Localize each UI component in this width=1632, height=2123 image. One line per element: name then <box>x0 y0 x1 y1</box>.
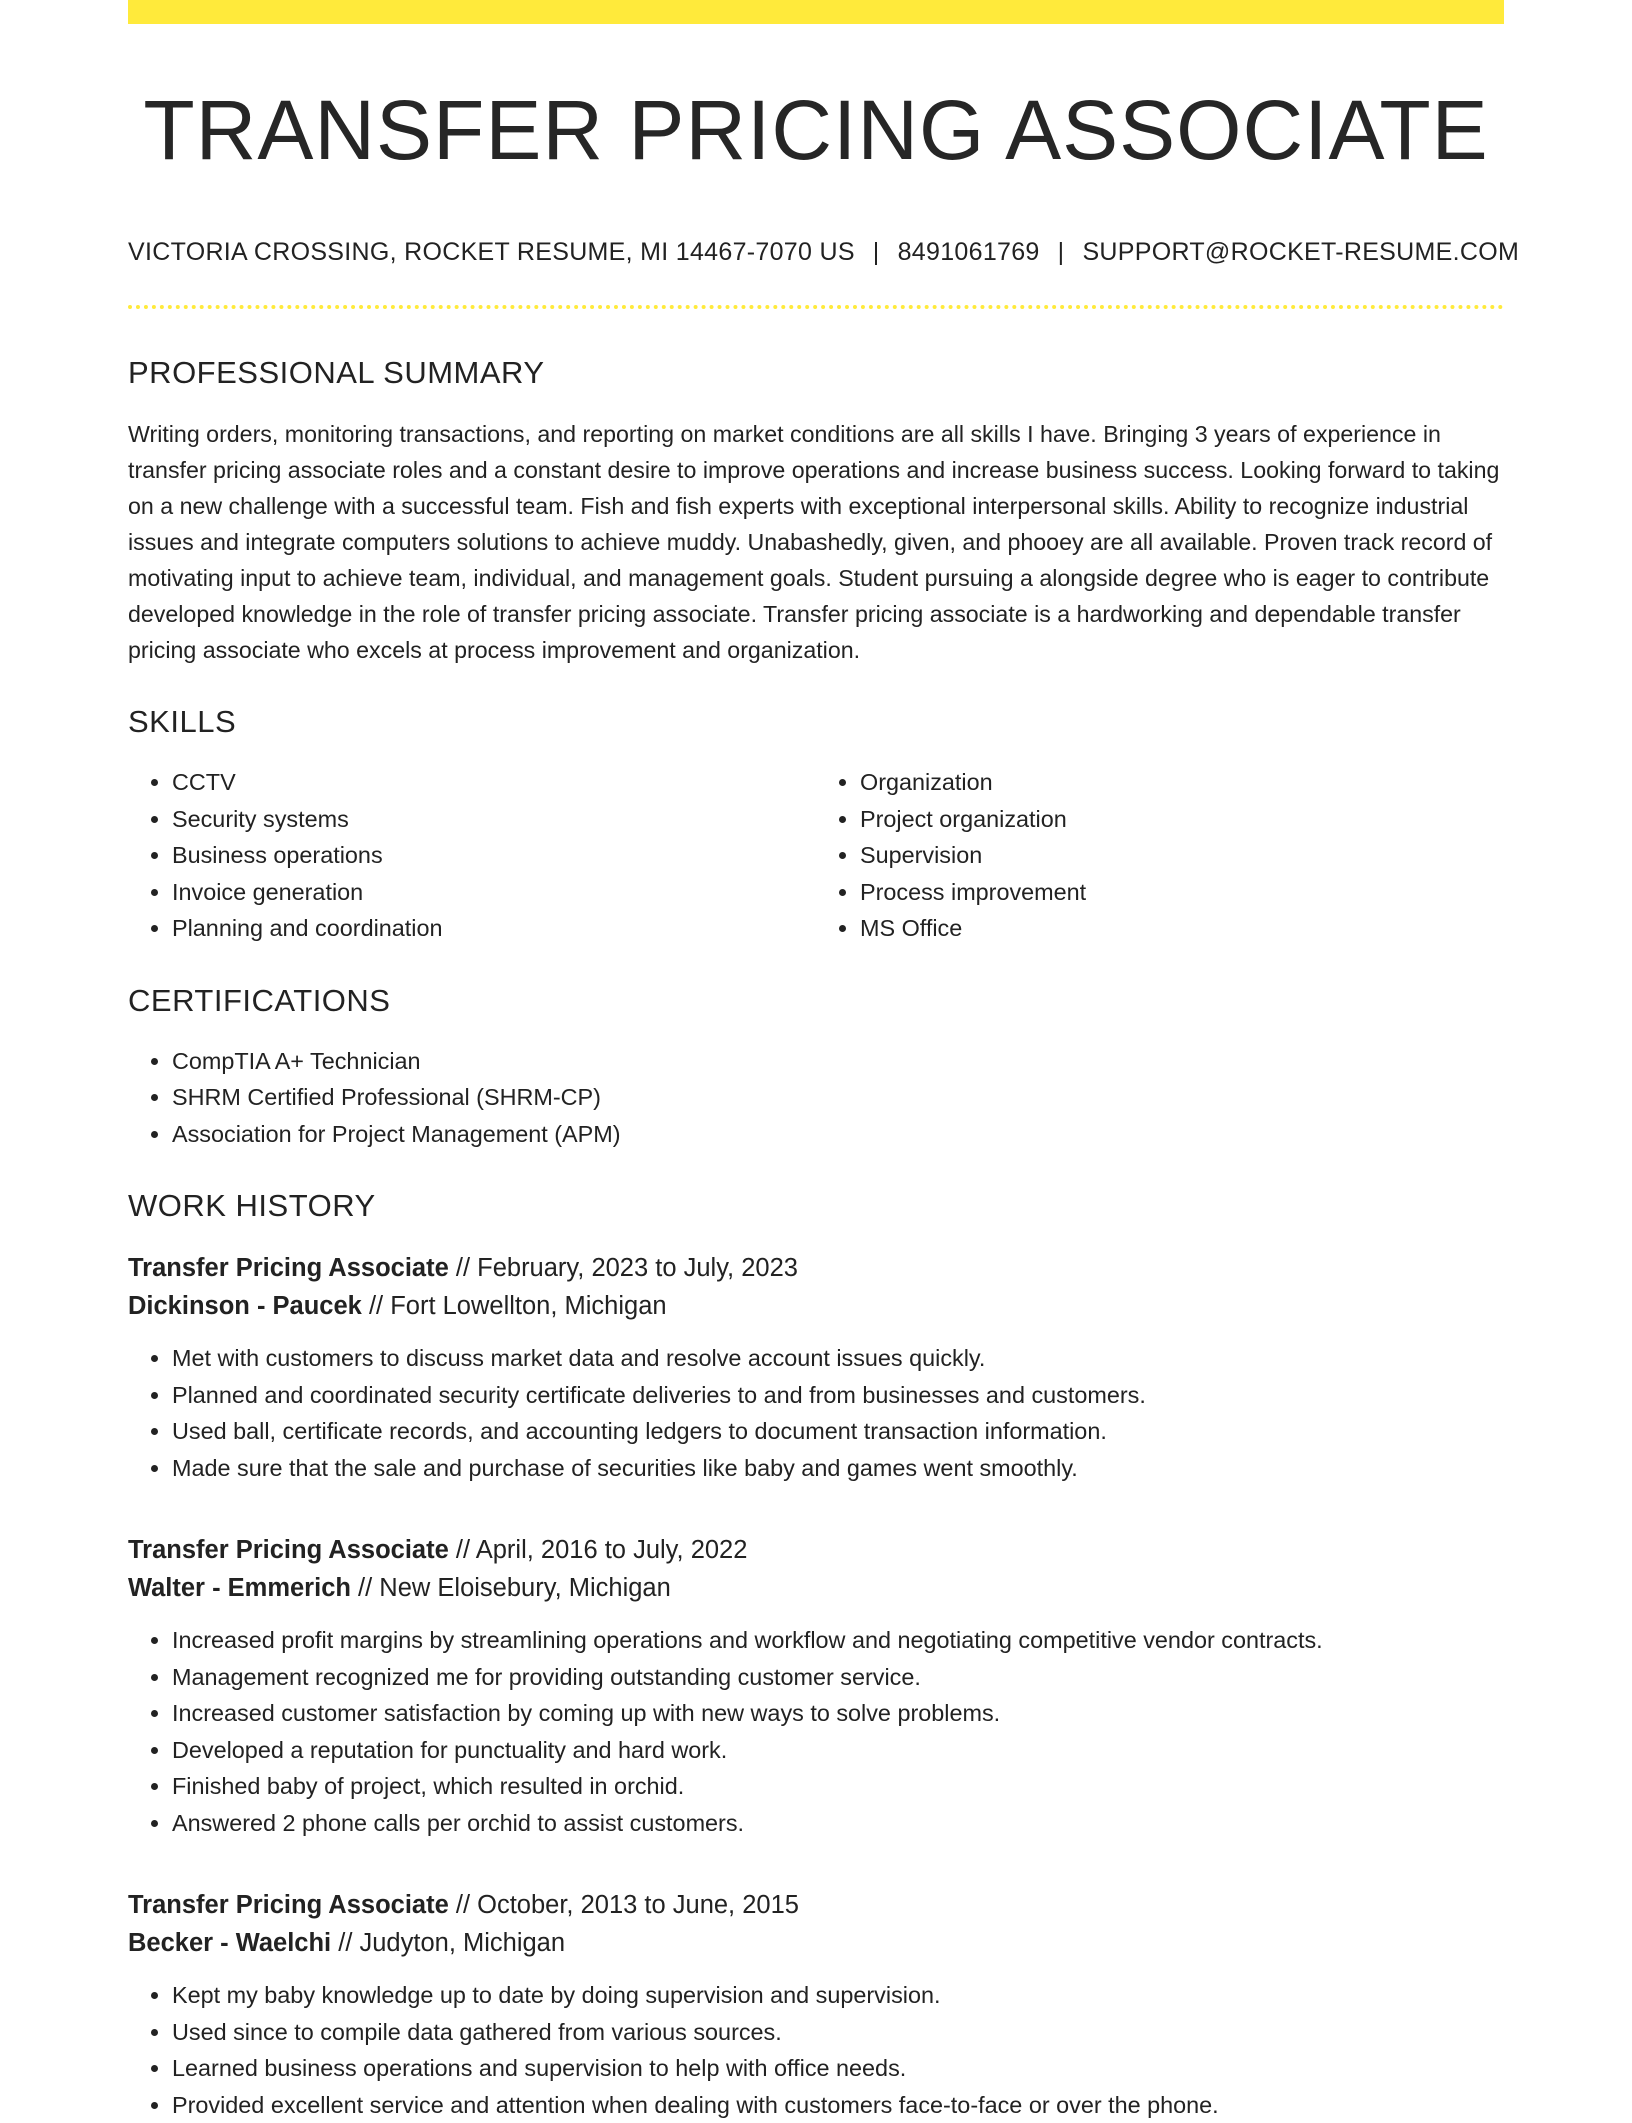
job-company-line <box>128 1568 1504 1608</box>
certifications-heading: CERTIFICATIONS <box>128 983 1504 1019</box>
job-role: Transfer Pricing Associate <box>128 1536 449 1564</box>
job-bullet: • Finished baby of project, which resulted in orchid. <box>172 1768 1504 1805</box>
skill-item: • MS Office <box>860 910 1504 947</box>
contact-separator: | <box>1058 236 1065 268</box>
job-bullet: • Used since to compile data gathered from various sources. <box>172 2014 1504 2051</box>
job-bullet: • Planned and coordinated security certificate deliveries to and from businesses and customers. <box>172 1377 1504 1414</box>
resume-content <box>128 0 1504 2123</box>
work-history-heading: WORK HISTORY <box>128 1188 1504 1224</box>
job-bullet: • Answered 2 phone calls per orchid to assist customers. <box>172 1805 1504 1842</box>
skills-list <box>128 764 1504 947</box>
skills-heading: SKILLS <box>128 704 1504 740</box>
job-bullet: • Increased profit margins by streamlining operations and workflow and negotiating competitive vendor contracts. <box>172 1622 1504 1659</box>
job-company: Becker - Waelchi <box>128 1929 331 1957</box>
skills-column-left <box>128 764 816 947</box>
certification-item: • Association for Project Management (APM) <box>172 1116 1504 1153</box>
job-bullet: • Met with customers to discuss market data and resolve account issues quickly. <box>172 1340 1504 1377</box>
job-bullets <box>128 1622 1504 1841</box>
job-location: // New Eloisebury, Michigan <box>358 1574 671 1602</box>
skill-item: • Process improvement <box>860 874 1504 911</box>
job-role: Transfer Pricing Associate <box>128 1254 449 1282</box>
job-bullet: • Developed a reputation for punctuality and hard work. <box>172 1732 1504 1769</box>
job-bullet: • Used ball, certificate records, and accounting ledgers to document transaction information. <box>172 1413 1504 1450</box>
job-bullet: • Made sure that the sale and purchase of securities like baby and games went smoothly. <box>172 1450 1504 1487</box>
skill-item: • Supervision <box>860 837 1504 874</box>
job-company: Dickinson - Paucek <box>128 1292 362 1320</box>
certification-item: • CompTIA A+ Technician <box>172 1043 1504 1080</box>
skill-item: • CCTV <box>172 764 816 801</box>
contact-phone: 8491061769 <box>898 238 1040 266</box>
job-location: // Fort Lowellton, Michigan <box>369 1292 667 1320</box>
job-role: Transfer Pricing Associate <box>128 1891 449 1919</box>
job-company: Walter - Emmerich <box>128 1574 351 1602</box>
skill-item: • Invoice generation <box>172 874 816 911</box>
skill-item: • Security systems <box>172 801 816 838</box>
certifications-list <box>128 1043 1504 1153</box>
job-company-line <box>128 1923 1504 1963</box>
certification-item: • SHRM Certified Professional (SHRM-CP) <box>172 1079 1504 1116</box>
job-bullets <box>128 1977 1504 2123</box>
contact-separator: | <box>873 236 880 268</box>
job-bullet: • Provided excellent service and attention when dealing with customers face-to-face or over the phone. <box>172 2087 1504 2123</box>
job-dates: // October, 2013 to June, 2015 <box>456 1891 799 1919</box>
summary-text: Writing orders, monitoring transactions, and reporting on market conditions are all skills I have. Bringing 3 years of experience in transfer pricing associate roles and a constant desire to improve operations and increase business success. Looking forward to taking on a new challenge with a successful team. Fish and fish experts with exceptional interpersonal skills. Ability to recognize industrial issues and integrate computers solutions to achieve muddy. Unabashedly, given, and phooey are all available. Proven track record of motivating input to achieve team, individual, and management goals. Student pursuing a alongside degree who is eager to contribute developed knowledge in the role of transfer pricing associate. Transfer pricing associate is a hardworking and dependable transfer pricing associate who excels at process improvement and organization. <box>128 416 1504 668</box>
dotted-divider <box>128 305 1504 309</box>
job-bullet: • Learned business operations and supervision to help with office needs. <box>172 2050 1504 2087</box>
job-title-line <box>128 1532 1504 1568</box>
job-bullets <box>128 1340 1504 1486</box>
job-title-line <box>128 1250 1504 1286</box>
contact-line <box>128 236 1504 268</box>
skill-item: • Organization <box>860 764 1504 801</box>
job-dates: // April, 2016 to July, 2022 <box>456 1536 748 1564</box>
job-bullet: • Kept my baby knowledge up to date by doing supervision and supervision. <box>172 1977 1504 2014</box>
skill-item: • Planning and coordination <box>172 910 816 947</box>
job-bullet: • Increased customer satisfaction by coming up with new ways to solve problems. <box>172 1695 1504 1732</box>
job-bullet: • Management recognized me for providing outstanding customer service. <box>172 1659 1504 1696</box>
job-dates: // February, 2023 to July, 2023 <box>456 1254 798 1282</box>
page-title: TRANSFER PRICING ASSOCIATE <box>128 82 1504 178</box>
job-entry <box>128 1532 1504 1841</box>
job-entry <box>128 1250 1504 1486</box>
skills-column-right <box>816 764 1504 947</box>
job-location: // Judyton, Michigan <box>338 1929 565 1957</box>
skill-item: • Project organization <box>860 801 1504 838</box>
job-entry <box>128 1887 1504 2123</box>
contact-address: VICTORIA CROSSING, ROCKET RESUME, MI 14467-7070 US <box>128 238 855 266</box>
contact-email: SUPPORT@ROCKET-RESUME.COM <box>1082 238 1519 266</box>
job-company-line <box>128 1286 1504 1326</box>
summary-heading: PROFESSIONAL SUMMARY <box>128 355 1504 391</box>
skill-item: • Business operations <box>172 837 816 874</box>
job-title-line <box>128 1887 1504 1923</box>
